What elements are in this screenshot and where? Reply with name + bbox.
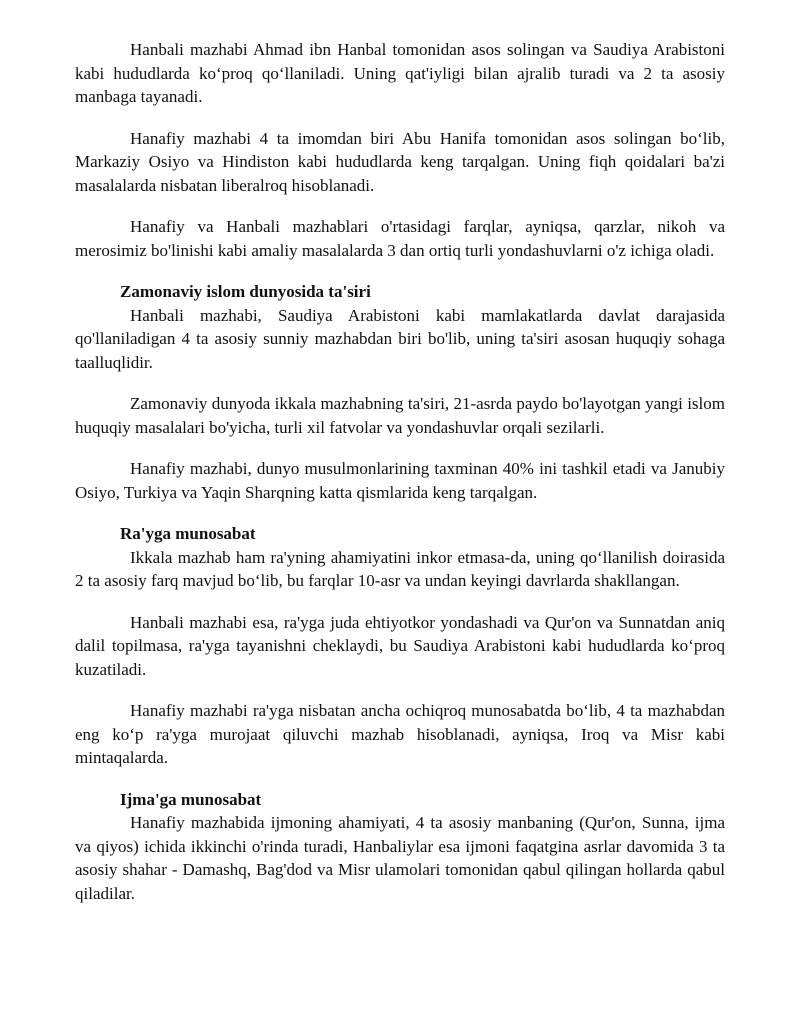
- document-page: [75, 38, 725, 923]
- section-heading: Zamonaviy islom dunyosida ta'siri: [120, 282, 371, 301]
- paragraph: Ikkala mazhab ham ra'yning ahamiyatini inkor etmasa-da, uning qo‘llanilish doirasida 2 ta asosiy farq mavjud bo‘lib, bu farqlar 10-asr va undan keyingi davrlarda shakllangan.: [75, 547, 725, 590]
- paragraph: Zamonaviy dunyoda ikkala mazhabning ta'siri, 21-asrda paydo bo'layotgan yangi islom huquqiy masalalari bo'yicha, turli xil fatvolar va yondashuvlar orqali sezilarli.: [75, 394, 725, 437]
- paragraph: Hanbali mazhabi, Saudiya Arabistoni kabi mamlakatlarda davlat darajasida qo'llaniladigan 4 ta asosiy sunniy mazhabdan biri bo'lib, uning ta'siri asosan huquqiy sohaga taalluqlidir.: [75, 305, 725, 372]
- paragraph: Hanafiy va Hanbali mazhablari o'rtasidagi farqlar, ayniqsa, qarzlar, nikoh va merosimiz bo'linishi kabi amaliy masalalarda 3 dan ortiq turli yondashuvlarni o'z ichiga oladi.: [75, 217, 725, 260]
- paragraph: Hanafiy mazhabi, dunyo musulmonlarining taxminan 40% ini tashkil etadi va Janubiy Osiyo, Turkiya va Yaqin Sharqning katta qismlarida keng tarqalgan.: [75, 459, 725, 502]
- section-heading: Ijma'ga munosabat: [120, 789, 262, 809]
- paragraph: Hanbali mazhabi esa, ra'yga juda ehtiyotkor yondashadi va Qur'on va Sunnatdan aniq dalil topilmasa, ra'yga tayanishni cheklaydi, bu Saudiya Arabistoni kabi hududlarda ko‘proq kuzatiladi.: [75, 612, 725, 679]
- section-heading: Ra'yga munosabat: [120, 524, 256, 543]
- paragraph: Hanafiy mazhabida ijmoning ahamiyati, 4 ta asosiy manbaning (Qur'on, Sunna, ijma va qiyos) ichida ikkinchi o'rinda turadi, Hanbaliylar esa ijmoni faqatgina asrlar davomida 3 ta asosiy shahar - Damashq, Bag'dod va Misr ulamolari tomonidan qabul qilingan hollarda qabul qiladilar.: [75, 813, 725, 903]
- paragraph: Hanafiy mazhabi 4 ta imomdan biri Abu Hanifa tomonidan asos solingan bo‘lib, Markaziy Osiyo va Hindiston kabi hududlarda keng tarqalgan. Uning fiqh qoidalari ba'zi masalalarda nisbatan liberalroq hisoblanadi.: [75, 128, 725, 195]
- paragraph: Hanafiy mazhabi ra'yga nisbatan ancha ochiqroq munosabatda bo‘lib, 4 ta mazhabdan eng ko‘p ra'yga murojaat qiluvchi mazhab hisoblanadi, ayniqsa, Iroq va Misr kabi mintaqalarda.: [75, 701, 725, 767]
- paragraph: Hanbali mazhabi Ahmad ibn Hanbal tomonidan asos solingan va Saudiya Arabistoni kabi hududlarda ko‘proq qo‘llaniladi. Uning qat'iyligi bilan ajralib turadi va 2 ta asosiy manbaga tayanadi.: [75, 40, 725, 106]
